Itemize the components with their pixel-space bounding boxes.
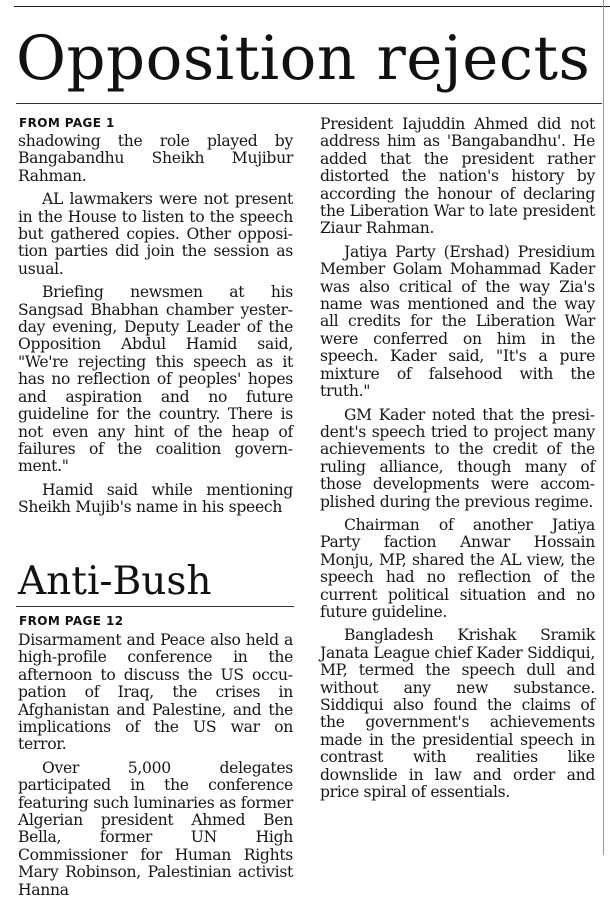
headline-underline <box>16 606 294 607</box>
kicker-from-page-1: FROM PAGE 1 <box>19 116 115 130</box>
story2-paragraph: Over 5,000 delegates participated in the conference featuring such luminaries as former Algerian president Ahmed Ben Bella, former UN High Commissioner for Human Rights Mary Robinson, Palestinian activist Hanna <box>18 758 293 899</box>
story1-column-1 <box>18 133 293 523</box>
story1-column-2 <box>320 116 595 807</box>
headline-opposition-rejects: Opposition rejects <box>16 23 591 94</box>
story1-col2-paragraph: GM Kader noted that the president's speech tried to project many achievements to the credit of the ruling alliance, though many of those developments were accomplished during the previous regime. <box>320 405 595 511</box>
story1-col1-paragraph: shadowing the role played by Bangabandhu Sheikh Mujibur Rahman. <box>18 132 293 185</box>
story2-column-1 <box>18 632 293 905</box>
story2-paragraph: Disarmament and Peace also held a high-profile conference in the afternoon to discuss the US occupation of Iraq, the crises in Afghanistan and Palestine, and the implications of the US war on terror. <box>18 631 293 754</box>
story1-col2-paragraph: Bangladesh Krishak Sramik Janata League chief Kader Siddiqui, MP, termed the speech dull and without any new substance. Siddiqui also found the claims of the government's achievements made in the presidential speech in contrast with realities like downslide in law and order and price spiral of essentials. <box>320 626 595 802</box>
story1-col1-paragraph: AL lawmakers were not present in the House to listen to the speech but gathered copies. Other opposition parties did join the session as usual. <box>18 190 293 278</box>
story1-col2-paragraph: President Iajuddin Ahmed did not address him as 'Bangabandhu'. He added that the president rather distorted the nation's history by according the honour of declaring the Liberation War to late president Ziaur Rahman. <box>320 115 595 238</box>
column-edge-rule <box>603 0 604 855</box>
story1-col2-paragraph: Chairman of another Jatiya Party faction Anwar Hossain Monju, MP, shared the AL view, the speech had no reflection of the current political situation and no future guideline. <box>320 515 595 621</box>
story1-col2-paragraph: Jatiya Party (Ershad) Presidium Member Golam Mohammad Kader was also critical of the way Zia's name was mentioned and the way all credits for the Liberation War were conferred on him in the speech. Kader said, "It's a pure mixture of falsehood with the truth." <box>320 242 595 401</box>
story1-col1-paragraph: Hamid said while mentioning Sheikh Mujib's name in his speech <box>18 480 293 517</box>
top-rule <box>14 6 610 7</box>
story1-col1-paragraph: Briefing newsmen at his Sangsad Bhabhan chamber yesterday evening, Deputy Leader of the Opposition Abdul Hamid said, "We're rejecting this speech as it has no reflection of peoples' hopes and aspiration and no future guideline for the country. There is not even any hint of the heap of failures of the coalition government." <box>18 283 293 476</box>
headline-underline <box>16 103 602 104</box>
headline-anti-bush: Anti-Bush <box>18 559 212 604</box>
kicker-from-page-12: FROM PAGE 12 <box>19 614 124 628</box>
